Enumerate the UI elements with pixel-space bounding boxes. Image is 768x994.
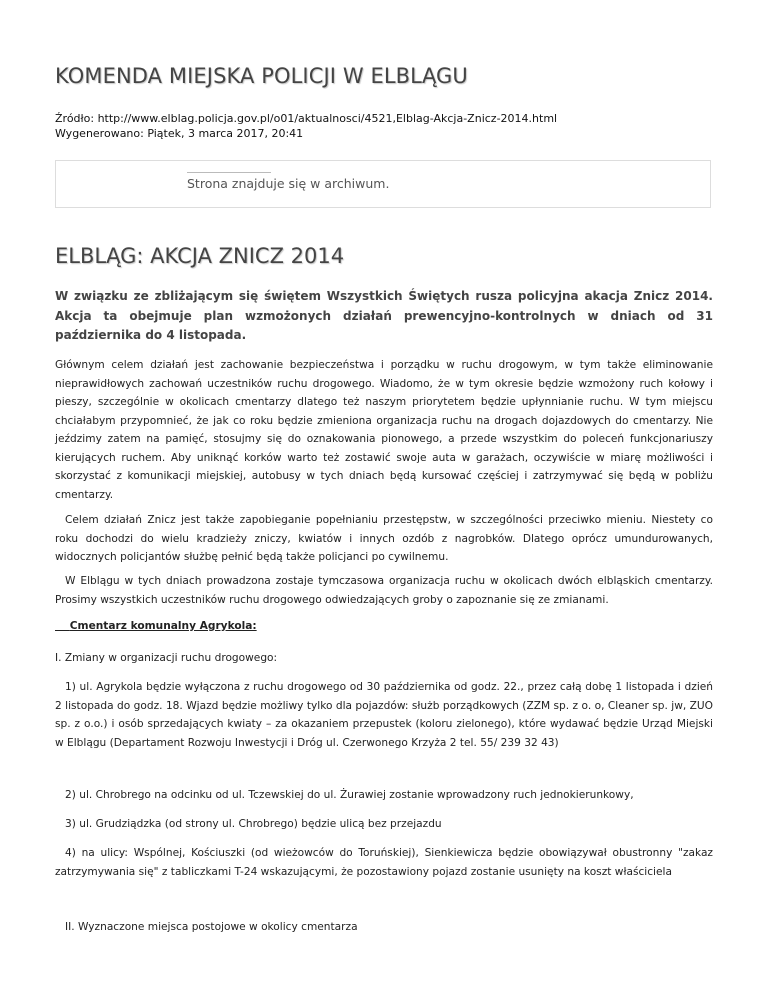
org-title: KOMENDA MIEJSKA POLICJI W ELBLĄGU [55, 64, 468, 88]
generated-line: Wygenerowano: Piątek, 3 marca 2017, 20:41 [55, 127, 304, 140]
source-line: Źródło: http://www.elblag.policja.gov.pl/o01/aktualnosci/4521,Elblag-Akcja-Znicz-2014.html [55, 112, 558, 125]
article-lead: W związku ze zbliżającym się świętem Wszystkich Świętych rusza policyjna akacja Znicz 2014. Akcja ta obejmuje plan wzmożonych działań prewencyjno-kontrolnych w dniach od 31 października do 4 listopada. [55, 289, 713, 342]
archive-text: Strona znajduje się w archiwum. [187, 176, 390, 191]
list-item: 4) na ulicy: Wspólnej, Kościuszki (od wieżowców do Toruńskiej), Sienkiewicza będzie obowiązywał obustronny "zakaz zatrzymywania się" z tabliczkami T-24 wskazującymi, że pozostawiony pojazd zostanie usunięty na koszt właściciela [55, 847, 713, 878]
section-heading-agrykola: Cmentarz komunalny Agrykola: [69, 620, 257, 632]
subheading-parking: II. Wyznaczone miejsca postojowe w okolicy cmentarza [65, 921, 358, 933]
archive-divider [187, 172, 271, 173]
paragraph-crime-prevention: Celem działań Znicz jest także zapobieganie popełnianiu przestępstw, w szczególności przeciwko mieniu. Niestety co roku dochodzi do wielu kradzieży zniczy, kwiatów i innych ozdób z nagrobków. Dlatego oprócz umundurowanych, widocznych policjantów służbę pełnić będą także policjanci po cywilnemu. [55, 514, 713, 563]
archive-notice [55, 160, 711, 208]
subheading-traffic-changes: I. Zmiany w organizacji ruchu drogowego: [55, 652, 278, 664]
list-item: 1) ul. Agrykola będzie wyłączona z ruchu drogowego od 30 października od godz. 22., przez całą dobę 1 listopada i dzień 2 listopada do godz. 18. Wjazd będzie możliwy tylko dla pojazdów: służb porządkowych (ZZM sp. z o. o, Cleaner sp. jw, ZUO sp. z o.o.) i osób sprzedających kwiaty – za okazaniem przepustek (koloru zielonego), które wydawać będzie Urząd Miejski w Elblągu (Departament Rozwoju Inwestycji i Dróg ul. Czerwonego Krzyża 2 tel. 55/ 239 32 43) [55, 681, 713, 749]
paragraph-main-goal: Głównym celem działań jest zachowanie bezpieczeństwa i porządku w ruchu drogowym, w tym także eliminowanie nieprawidłowych zachowań uczestników ruchu drogowego. Wiadomo, że w tym okresie będzie wzmożony ruch kołowy i pieszy, szczególnie w okolicach cmentarzy dlatego też naszym priorytetem będzie upłynnianie ruchu. W tym miejscu chciałabym przypomnieć, że jak co roku będzie zmieniona organizacja ruchu na drogach dojazdowych do cmentarzy. Nie jeździmy zatem na pamięć, stosujmy się do oznakowania pionowego, a przede wszystkim do poleceń funkcjonariuszy kierujących ruchem. Aby uniknąć korków warto też zostawić swoje auta w garażach, oczywiście w miarę możliwości i skorzystać z komunikacji miejskiej, autobusy w tych dniach będą kursować częściej i zatrzymywać się będą w pobliżu cmentarzy. [55, 359, 713, 501]
meta-block [55, 111, 557, 141]
paragraph-traffic-organization: W Elblągu w tych dniach prowadzona zostaje tymczasowa organizacja ruchu w okolicach dwóch elbląskich cmentarzy. Prosimy wszystkich uczestników ruchu drogowego odwiedzających groby o zapoznanie się ze zmianami. [55, 575, 713, 606]
list-item: 2) ul. Chrobrego na odcinku od ul. Tczewskiej do ul. Żurawiej zostanie wprowadzony ruch jednokierunkowy, [65, 789, 634, 801]
list-item: 3) ul. Grudziądzka (od strony ul. Chrobrego) będzie ulicą bez przejazdu [65, 818, 442, 830]
article-title: ELBLĄG: AKCJA ZNICZ 2014 [55, 244, 345, 268]
